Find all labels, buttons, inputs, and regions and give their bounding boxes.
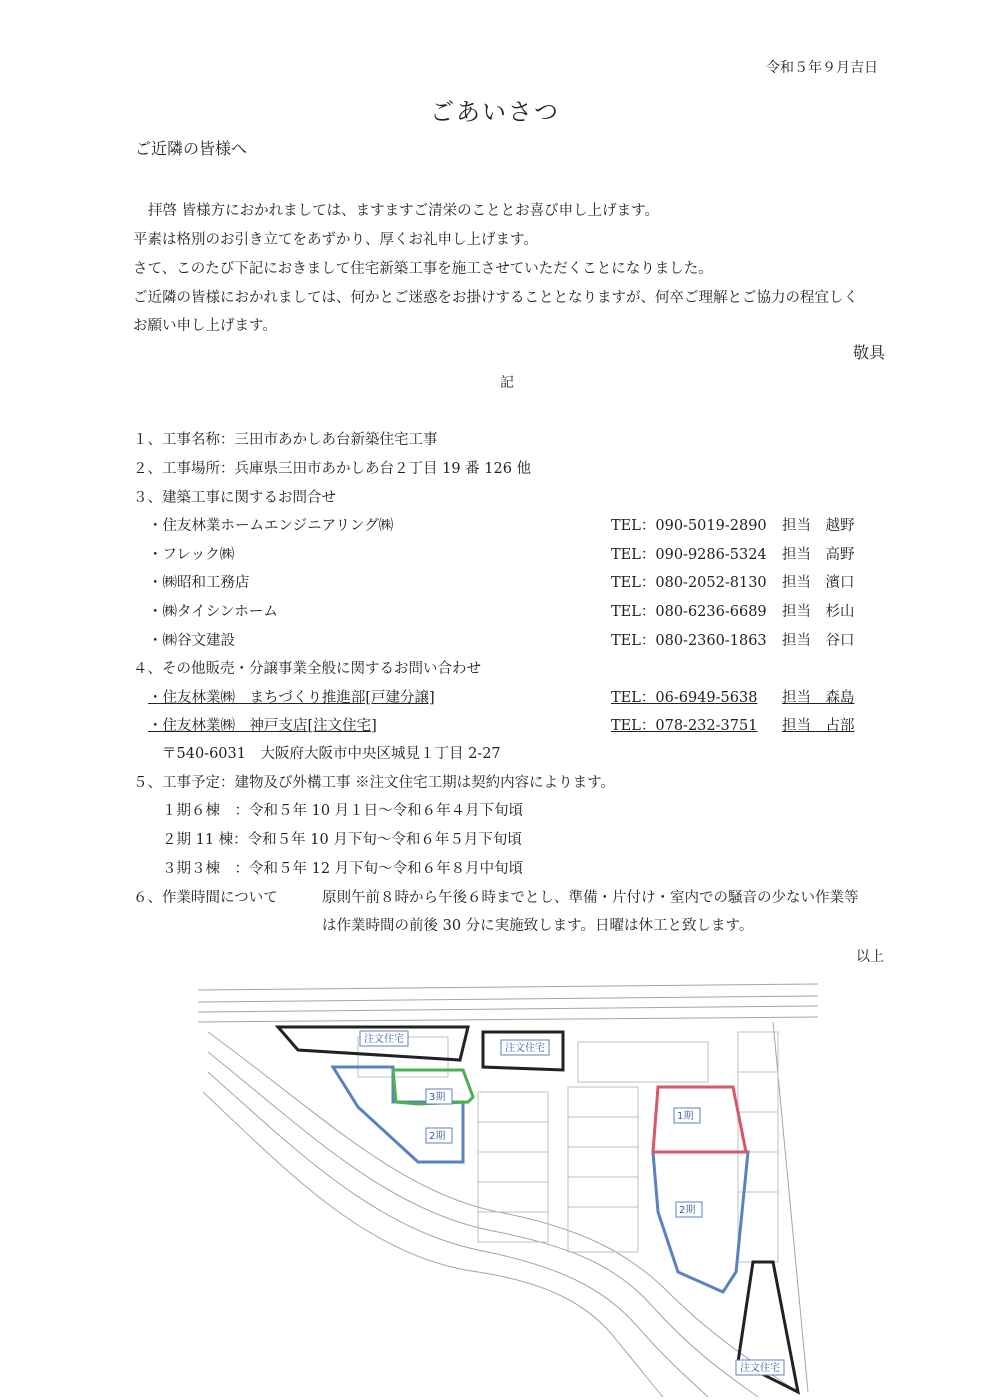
closing: 敬具 <box>852 343 885 362</box>
sales-tel: TEL：06-6949-5638 <box>611 690 758 706</box>
site-plan-map <box>198 962 818 1397</box>
sales-person: 担当 森島 <box>782 690 855 706</box>
contact-tel: TEL：090-9286-5324 <box>611 547 767 563</box>
sales-company: ・住友林業㈱ 神戸支店[注文住宅] <box>148 718 377 734</box>
contact-company: ・㈱昭和工務店 <box>148 575 250 591</box>
contact-tel: TEL：080-6236-6689 <box>611 604 767 620</box>
map-label-custom: 注文住宅 <box>364 1034 404 1045</box>
map-label-custom: 注文住宅 <box>505 1043 545 1054</box>
paragraph: お願い申し上げます。 <box>133 318 277 334</box>
ki-heading: 記 <box>500 375 514 391</box>
contact-tel: TEL：090-5019-2890 <box>611 518 767 534</box>
paragraph: 平素は格別のお引き立てをあずかり、厚くお礼申し上げます。 <box>133 232 538 248</box>
contact-company: ・住友林業ホームエンジニアリング㈱ <box>148 518 394 534</box>
item-1: １、工事名称：三田市あかしあ台新築住宅工事 <box>133 432 438 448</box>
addressee: ご近隣の皆様へ <box>135 139 248 158</box>
contact-person: 担当 高野 <box>782 547 855 563</box>
paragraph: ご近隣の皆様におかれましては、何かとご迷惑をお掛けすることとなりますが、何卒ご理解とご協力の程宜しく <box>133 290 858 306</box>
contact-company: ・㈱谷文建設 <box>148 633 235 649</box>
map-label-phase3: 3期 <box>429 1092 446 1103</box>
map-label-phase1: 1期 <box>677 1111 694 1122</box>
item-3: ３、建築工事に関するお問合せ <box>133 490 336 506</box>
schedule-line: ３期３棟 ：令和５年 12 月下旬～令和６年８月中旬頃 <box>162 861 524 877</box>
date: 令和５年９月吉日 <box>766 60 878 76</box>
map-label-custom: 注文住宅 <box>740 1363 780 1374</box>
work-hours-line: 原則午前８時から午後６時までとし、準備・片付け・室内での騒音の少ない作業等 <box>322 890 859 906</box>
schedule-line: １期６棟 ：令和５年 10 月１日～令和６年４月下旬頃 <box>162 803 524 819</box>
map-label-phase2: 2期 <box>679 1205 696 1216</box>
work-hours-line: は作業時間の前後 30 分に実施致します。日曜は休工と致します。 <box>322 918 754 934</box>
contact-person: 担当 谷口 <box>782 633 855 649</box>
item-2: ２、工事場所：兵庫県三田市あかしあ台２丁目 19 番 126 他 <box>133 461 532 477</box>
sales-address: 〒540-6031 大阪府大阪市中央区城見１丁目 2-27 <box>162 746 501 762</box>
contact-company: ・フレック㈱ <box>148 547 235 563</box>
end-mark: 以上 <box>856 949 884 965</box>
paragraph: 拝啓 皆様方におかれましては、ますますご清栄のこととお喜び申し上げます。 <box>148 203 659 219</box>
contact-person: 担当 濱口 <box>782 575 855 591</box>
item-4: ４、その他販売・分譲事業全般に関するお問い合わせ <box>133 661 481 677</box>
sales-company: ・住友林業㈱ まちづくり推進部[戸建分譲] <box>148 690 435 706</box>
map-label-phase2: 2期 <box>429 1131 446 1142</box>
sales-person: 担当 占部 <box>782 718 855 734</box>
schedule-line: ２期 11 棟：令和５年 10 月下旬～令和６年５月下旬頃 <box>162 832 522 848</box>
sales-tel: TEL：078-232-3751 <box>611 718 758 734</box>
item-6: ６、作業時間について <box>133 890 278 906</box>
contact-tel: TEL：080-2360-1863 <box>611 633 767 649</box>
contact-person: 担当 越野 <box>782 518 855 534</box>
item-5: ５、工事予定：建物及び外構工事 ※注文住宅工期は契約内容によります。 <box>133 775 615 791</box>
contact-tel: TEL：080-2052-8130 <box>611 575 767 591</box>
contact-person: 担当 杉山 <box>782 604 855 620</box>
page-title: ごあいさつ <box>430 98 560 126</box>
paragraph: さて、このたび下記におきまして住宅新築工事を施工させていただくことになりました。 <box>133 261 713 277</box>
contact-company: ・㈱タイシンホーム <box>148 604 278 620</box>
